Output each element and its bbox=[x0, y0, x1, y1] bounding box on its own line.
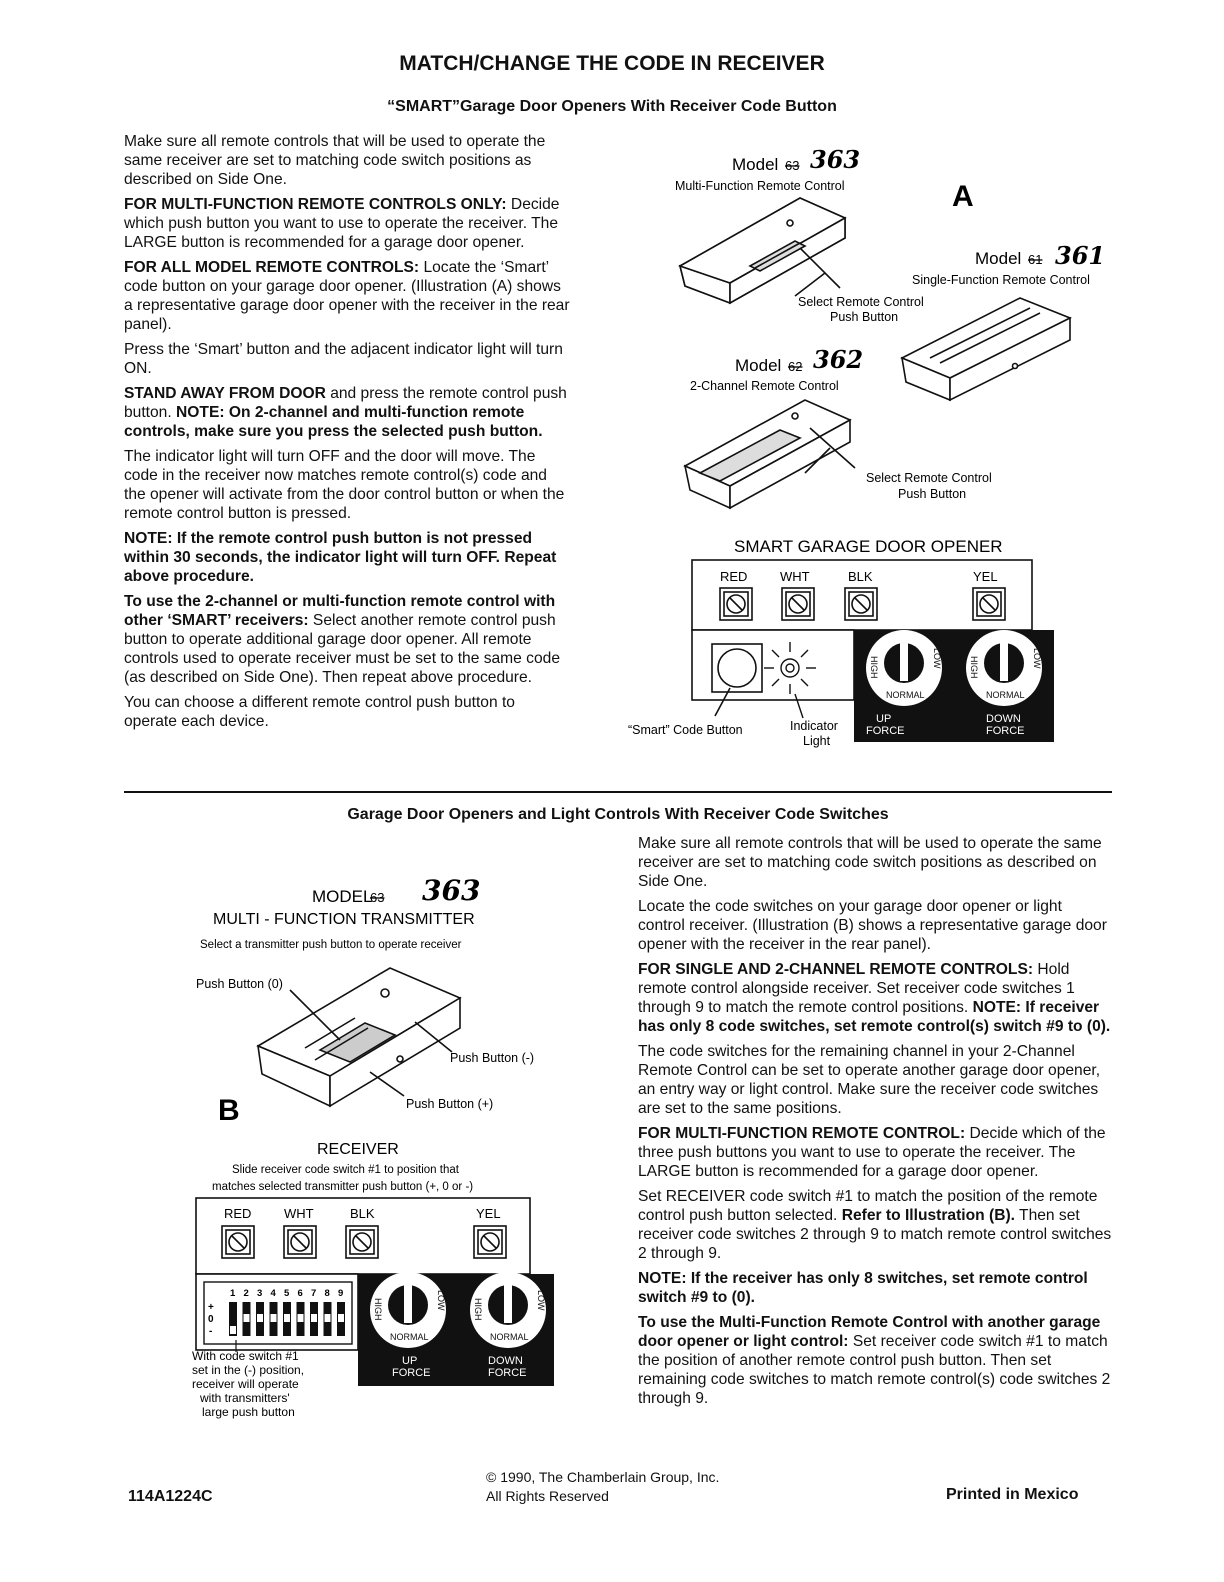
a-wire-yel: YEL bbox=[973, 569, 998, 584]
s2-p6 bbox=[638, 1187, 1112, 1263]
a-up-force-dial bbox=[866, 630, 942, 706]
b-up-low: LOW bbox=[436, 1290, 446, 1311]
s1-p5 bbox=[124, 384, 570, 441]
a-model1-new: 363 bbox=[810, 145, 861, 174]
a-terminal-red bbox=[720, 588, 752, 620]
s2-p6-bold: Refer to Illustration (B). bbox=[841, 1207, 1015, 1224]
illustration-b bbox=[190, 860, 580, 1430]
section1-text bbox=[124, 132, 570, 737]
b-wire-wht: WHT bbox=[284, 1206, 314, 1221]
b-model-struck: 63 bbox=[370, 890, 385, 905]
b-sw-zero: 0 bbox=[208, 1314, 214, 1325]
a-callout1-line2: Push Button bbox=[830, 310, 899, 324]
section2-text bbox=[638, 834, 1112, 1414]
b-transmitter: MULTI - FUNCTION TRANSMITTER bbox=[213, 911, 475, 928]
b-wire-red: RED bbox=[224, 1206, 252, 1221]
a-callout1-line1: Select Remote Control bbox=[798, 295, 924, 309]
b-terminal-yel bbox=[474, 1226, 506, 1258]
b-receiver: RECEIVER bbox=[317, 1141, 399, 1158]
copyright-line1: © 1990, The Chamberlain Group, Inc. bbox=[486, 1469, 720, 1485]
a-terminal-blk bbox=[845, 588, 877, 620]
b-note-5: large push button bbox=[202, 1405, 295, 1419]
s2-p8-text: Set receiver code switch #1 to match the position of another remote control push button. Then set remaining code switches to match remote control(s) code switches 2 through 9. bbox=[638, 1333, 1111, 1407]
b-switch-number: 6 bbox=[297, 1288, 303, 1299]
b-switch-number: 5 bbox=[284, 1288, 290, 1299]
b-sw-plus: + bbox=[208, 1302, 214, 1313]
s1-p2-bold: FOR MULTI-FUNCTION REMOTE CONTROLS ONLY: bbox=[124, 196, 507, 213]
b-code-switch-knob bbox=[244, 1314, 250, 1322]
b-terminal-red bbox=[222, 1226, 254, 1258]
s1-p6: The indicator light will turn OFF and the door will move. The code in the receiver now matches remote control(s) code and the opener will activate from the door control button or when the remote control button is pressed. bbox=[124, 448, 565, 522]
s2-p3-bold2: NOTE: If receiver has only 8 code switches, set remote control(s) switch #9 to (0). bbox=[638, 999, 1111, 1035]
s1-p7: NOTE: If the remote control push button is not pressed within 30 seconds, the indicator light will turn OFF. Repeat above procedure. bbox=[124, 530, 557, 585]
b-slide-2: matches selected transmitter push button (+, 0 or -) bbox=[212, 1181, 474, 1193]
a-down-force-dial bbox=[966, 630, 1042, 706]
s1-p9: You can choose a different remote control push button to operate each device. bbox=[124, 694, 515, 730]
s2-p4: The code switches for the remaining channel in your 2-Channel Remote Control can be set to operate another garage door opener, an entry way or light control. Make sure the receiver code switches are set to the same positions. bbox=[638, 1043, 1101, 1117]
copyright bbox=[486, 1468, 719, 1506]
b-terminal-wht bbox=[284, 1226, 316, 1258]
a-up-normal: NORMAL bbox=[886, 690, 925, 700]
b-up-normal: NORMAL bbox=[390, 1332, 429, 1342]
b-up-force-2: FORCE bbox=[392, 1367, 431, 1379]
s2-p5-bold: FOR MULTI-FUNCTION REMOTE CONTROL: bbox=[638, 1125, 966, 1142]
b-switch-number: 9 bbox=[338, 1288, 344, 1299]
s2-p3-bold1: FOR SINGLE AND 2-CHANNEL REMOTE CONTROLS: bbox=[638, 961, 1034, 978]
b-code-switch-knob bbox=[325, 1314, 331, 1322]
a-letter: A bbox=[952, 180, 974, 213]
a-smart-button-label: “Smart” Code Button bbox=[628, 723, 743, 737]
a-down-force-1: DOWN bbox=[986, 713, 1021, 725]
s2-p1: Make sure all remote controls that will be used to operate the same receiver are set to matching code switch positions as described on Side One. bbox=[638, 835, 1102, 890]
part-number: 114A1224C bbox=[128, 1488, 213, 1505]
s1-p3 bbox=[124, 258, 570, 334]
b-down-normal: NORMAL bbox=[490, 1332, 529, 1342]
b-code-switch-knob bbox=[298, 1314, 304, 1322]
s2-p5-text: Decide which of the three push buttons you want to use to operate the receiver. The LARGE button is recommended for a garage door opener. bbox=[638, 1125, 1106, 1180]
s2-p8-bold: To use the Multi-Function Remote Control with another garage door opener or light control: bbox=[638, 1314, 1101, 1350]
a-model2-struck: 61 bbox=[1028, 252, 1043, 267]
s1-p3-bold: FOR ALL MODEL REMOTE CONTROLS: bbox=[124, 259, 420, 276]
a-model2-label: Model bbox=[975, 249, 1022, 268]
b-code-switches bbox=[229, 1302, 345, 1336]
b-code-switch-knob bbox=[230, 1326, 236, 1334]
smart-code-button bbox=[712, 644, 762, 716]
s1-p8 bbox=[124, 592, 570, 687]
a-callout2-line2: Push Button bbox=[898, 487, 967, 501]
a-model1-struck: 63 bbox=[785, 158, 800, 173]
a-down-force-2: FORCE bbox=[986, 725, 1025, 737]
a-model1-desc: Multi-Function Remote Control bbox=[675, 179, 845, 193]
section-divider bbox=[124, 791, 1112, 793]
s2-p7: NOTE: If the receiver has only 8 switches, set remote control switch #9 to (0). bbox=[638, 1270, 1088, 1306]
a-up-high: HIGH bbox=[869, 656, 879, 679]
s2-p8 bbox=[638, 1313, 1112, 1408]
b-up-force-1: UP bbox=[402, 1355, 418, 1367]
s1-p8-text: Select another remote control push button to operate additional garage door opener. All remote controls used to operate receiver must be set to the same code (as described on Side One). Then repeat above procedure. bbox=[124, 612, 560, 686]
b-code-switch-knob bbox=[257, 1314, 263, 1322]
b-switch-number: 2 bbox=[243, 1288, 249, 1299]
b-switch-number: 7 bbox=[311, 1288, 317, 1299]
a-model2-new: 361 bbox=[1055, 241, 1106, 270]
two-channel-remote bbox=[685, 400, 855, 508]
b-slide-1: Slide receiver code switch #1 to position that bbox=[232, 1164, 459, 1176]
a-model3-label: Model bbox=[735, 356, 782, 375]
b-model-new: 363 bbox=[422, 874, 481, 907]
b-down-force-dial bbox=[470, 1272, 546, 1348]
multi-function-transmitter-b bbox=[258, 968, 460, 1106]
s1-p5-bold1: STAND AWAY FROM DOOR bbox=[124, 385, 326, 402]
b-switch-number: 8 bbox=[324, 1288, 330, 1299]
b-down-low: LOW bbox=[536, 1290, 546, 1311]
a-down-normal: NORMAL bbox=[986, 690, 1025, 700]
single-function-remote bbox=[902, 298, 1070, 400]
s1-p2-text: Decide which push button you want to use to operate the receiver. The LARGE button is recommended for a garage door opener. bbox=[124, 196, 560, 251]
a-callout2-line1: Select Remote Control bbox=[866, 471, 992, 485]
s1-p2 bbox=[124, 195, 570, 252]
a-up-low: LOW bbox=[932, 648, 942, 669]
b-switch-number: 3 bbox=[257, 1288, 263, 1299]
a-indicator-1: Indicator bbox=[790, 719, 838, 733]
section1-heading: “SMART”Garage Door Openers With Receiver Code Button bbox=[387, 98, 837, 115]
printed-in: Printed in Mexico bbox=[946, 1486, 1079, 1503]
copyright-line2: All Rights Reserved bbox=[486, 1488, 609, 1504]
a-terminal-yel bbox=[973, 588, 1005, 620]
s1-p4: Press the ‘Smart’ button and the adjacent indicator light will turn ON. bbox=[124, 341, 563, 377]
a-model3-new: 362 bbox=[813, 345, 864, 374]
a-wire-wht: WHT bbox=[780, 569, 810, 584]
b-pb0: Push Button (0) bbox=[196, 977, 283, 991]
a-terminal-wht bbox=[782, 588, 814, 620]
section2-heading: Garage Door Openers and Light Controls With Receiver Code Switches bbox=[347, 806, 889, 823]
b-code-switch-knob bbox=[284, 1314, 290, 1322]
b-wire-yel: YEL bbox=[476, 1206, 501, 1221]
b-letter: B bbox=[218, 1094, 240, 1127]
s1-p8-bold: To use the 2-channel or multi-function remote control with other ‘SMART’ receivers: bbox=[124, 593, 556, 629]
a-model1-label: Model bbox=[732, 155, 779, 174]
a-wire-red: RED bbox=[720, 569, 748, 584]
s1-p3-text: Locate the ‘Smart’ code button on your garage door opener. (Illustration (A) shows a representative garage door opener with the receiver in the rear panel). bbox=[124, 259, 570, 333]
b-terminal-blk bbox=[346, 1226, 378, 1258]
a-down-low: LOW bbox=[1032, 648, 1042, 669]
s2-p6-text: Set RECEIVER code switch #1 to match the position of the remote control push button selected. bbox=[638, 1188, 1098, 1224]
illustration-a bbox=[600, 128, 1140, 768]
b-pbminus: Push Button (-) bbox=[450, 1051, 535, 1065]
s2-p3-text: Hold remote control alongside receiver. Set receiver code switches 1 through 9 to match the remote control positions. bbox=[638, 961, 1075, 1016]
a-model2-desc: Single-Function Remote Control bbox=[912, 273, 1090, 287]
s2-p6-text-b: Then set receiver code switches 2 through 9 to match remote control switches 2 through 9. bbox=[638, 1207, 1112, 1262]
a-model3-struck: 62 bbox=[788, 359, 803, 374]
b-pbplus: Push Button (+) bbox=[406, 1097, 494, 1111]
a-model3-desc: 2-Channel Remote Control bbox=[690, 379, 839, 393]
b-note-1: With code switch #1 bbox=[192, 1349, 299, 1363]
b-note-4: with transmitters' bbox=[200, 1391, 290, 1405]
b-down-force-2: FORCE bbox=[488, 1367, 527, 1379]
b-code-switch-knob bbox=[271, 1314, 277, 1322]
b-select-text: Select a transmitter push button to operate receiver bbox=[200, 939, 462, 951]
b-switch-numbers bbox=[230, 1288, 343, 1299]
s2-p5 bbox=[638, 1124, 1112, 1181]
a-opener-title: SMART GARAGE DOOR OPENER bbox=[734, 537, 1003, 556]
s1-p5-bold2: NOTE: On 2-channel and multi-function remote controls, make sure you press the selected push button. bbox=[124, 404, 543, 440]
b-down-force-1: DOWN bbox=[488, 1355, 523, 1367]
b-down-high: HIGH bbox=[473, 1298, 483, 1321]
b-sw-minus: - bbox=[209, 1326, 213, 1337]
b-model-label: MODEL bbox=[312, 887, 373, 906]
a-up-force-1: UP bbox=[876, 713, 892, 725]
a-up-force-2: FORCE bbox=[866, 725, 905, 737]
b-up-high: HIGH bbox=[373, 1298, 383, 1321]
b-note-2: set in the (-) position, bbox=[192, 1363, 305, 1377]
b-up-force-dial bbox=[370, 1272, 446, 1348]
s1-p1: Make sure all remote controls that will be used to operate the same receiver are set to matching code switch positions as described on Side One. bbox=[124, 133, 546, 188]
s2-p2: Locate the code switches on your garage door opener or light control receiver. (Illustration (B) shows a representative garage door opener with the receiver in the rear panel). bbox=[638, 898, 1107, 953]
b-note-3: receiver will operate bbox=[192, 1377, 299, 1391]
a-indicator-2: Light bbox=[803, 734, 831, 748]
b-switch-number: 4 bbox=[270, 1288, 276, 1299]
b-switch-number: 1 bbox=[230, 1288, 236, 1299]
b-code-switch-knob bbox=[311, 1314, 317, 1322]
s2-p3 bbox=[638, 960, 1112, 1036]
a-down-high: HIGH bbox=[969, 656, 979, 679]
multi-function-remote-a bbox=[680, 198, 845, 303]
s1-p5-text: and press the remote control push button. bbox=[124, 385, 567, 421]
a-wire-blk: BLK bbox=[848, 569, 873, 584]
b-wire-blk: BLK bbox=[350, 1206, 375, 1221]
page-title: MATCH/CHANGE THE CODE IN RECEIVER bbox=[399, 52, 825, 75]
b-code-switch-knob bbox=[338, 1314, 344, 1322]
